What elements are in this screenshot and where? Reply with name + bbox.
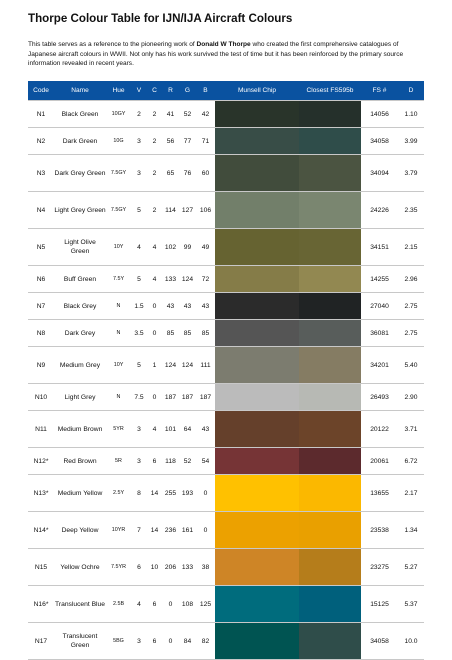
cell-munsell-chip	[215, 586, 299, 623]
cell-name: Black Green	[54, 101, 106, 128]
cell-b: 111	[196, 347, 215, 384]
colour-table	[28, 81, 424, 660]
cell-fs-number: 13655	[361, 475, 398, 512]
cell-name: Light Grey	[54, 384, 106, 411]
cell-g: 52	[179, 448, 196, 475]
cell-d: 5.40	[398, 347, 424, 384]
cell-code: N12*	[28, 448, 54, 475]
cell-d: 2.35	[398, 192, 424, 229]
cell-v: 3	[131, 448, 147, 475]
header-b: B	[196, 81, 215, 101]
cell-fs-number: 15125	[361, 586, 398, 623]
cell-d: 6.72	[398, 448, 424, 475]
cell-code: N11	[28, 411, 54, 448]
cell-name: Black Grey	[54, 293, 106, 320]
cell-r: 255	[162, 475, 179, 512]
cell-r: 114	[162, 192, 179, 229]
fs595b-colour-swatch	[299, 293, 361, 319]
fs595b-colour-swatch	[299, 384, 361, 410]
cell-code: N15	[28, 549, 54, 586]
cell-name: Dark Grey	[54, 320, 106, 347]
intro-author: Donald W Thorpe	[196, 41, 251, 48]
cell-d: 2.17	[398, 475, 424, 512]
munsell-colour-swatch	[215, 192, 299, 228]
cell-g: 52	[179, 101, 196, 128]
intro-text-1: This table serves as a reference to the pioneering work of	[28, 41, 197, 48]
cell-code: N13*	[28, 475, 54, 512]
cell-v: 8	[131, 475, 147, 512]
cell-hue: 10YR	[106, 512, 131, 549]
cell-hue: 5YR	[106, 411, 131, 448]
cell-c: 2	[147, 155, 162, 192]
fs595b-colour-swatch	[299, 512, 361, 548]
cell-code: N4	[28, 192, 54, 229]
cell-fs-number: 36081	[361, 320, 398, 347]
cell-code: N6	[28, 266, 54, 293]
fs595b-colour-swatch	[299, 229, 361, 265]
cell-hue: N	[106, 384, 131, 411]
cell-name: Light Grey Green	[54, 192, 106, 229]
cell-code: N17	[28, 623, 54, 660]
table-row	[28, 128, 424, 155]
cell-fs-number: 20061	[361, 448, 398, 475]
cell-hue: 10Y	[106, 229, 131, 266]
cell-fs595b-chip	[299, 101, 361, 128]
cell-g: 161	[179, 512, 196, 549]
cell-fs595b-chip	[299, 155, 361, 192]
cell-r: 124	[162, 347, 179, 384]
cell-fs-number: 34201	[361, 347, 398, 384]
cell-b: 0	[196, 512, 215, 549]
cell-r: 85	[162, 320, 179, 347]
cell-c: 1	[147, 347, 162, 384]
header-fs-number: FS #	[361, 81, 398, 101]
cell-r: 101	[162, 411, 179, 448]
cell-v: 5	[131, 192, 147, 229]
cell-fs-number: 24226	[361, 192, 398, 229]
cell-fs595b-chip	[299, 192, 361, 229]
table-row	[28, 229, 424, 266]
header-g: G	[179, 81, 196, 101]
cell-hue: 10Y	[106, 347, 131, 384]
cell-munsell-chip	[215, 384, 299, 411]
table-row	[28, 101, 424, 128]
munsell-colour-swatch	[215, 411, 299, 447]
cell-fs595b-chip	[299, 623, 361, 660]
cell-hue: 7.5Y	[106, 266, 131, 293]
cell-fs-number: 34058	[361, 623, 398, 660]
cell-fs595b-chip	[299, 411, 361, 448]
cell-fs-number: 34094	[361, 155, 398, 192]
cell-g: 193	[179, 475, 196, 512]
fs595b-colour-swatch	[299, 320, 361, 346]
cell-r: 187	[162, 384, 179, 411]
cell-b: 85	[196, 320, 215, 347]
cell-c: 2	[147, 128, 162, 155]
cell-g: 187	[179, 384, 196, 411]
table-row	[28, 549, 424, 586]
cell-code: N8	[28, 320, 54, 347]
cell-fs-number: 34151	[361, 229, 398, 266]
cell-v: 4	[131, 586, 147, 623]
cell-fs595b-chip	[299, 128, 361, 155]
munsell-colour-swatch	[215, 155, 299, 191]
cell-name: Medium Brown	[54, 411, 106, 448]
fs595b-colour-swatch	[299, 266, 361, 292]
table-body	[28, 101, 424, 660]
cell-d: 2.96	[398, 266, 424, 293]
cell-b: 38	[196, 549, 215, 586]
cell-c: 10	[147, 549, 162, 586]
cell-name: Medium Grey	[54, 347, 106, 384]
cell-v: 3	[131, 128, 147, 155]
cell-v: 3	[131, 623, 147, 660]
cell-name: Light Olive Green	[54, 229, 106, 266]
cell-g: 85	[179, 320, 196, 347]
cell-hue: 5R	[106, 448, 131, 475]
intro-paragraph	[28, 40, 425, 69]
munsell-colour-swatch	[215, 128, 299, 154]
cell-r: 0	[162, 623, 179, 660]
cell-d: 3.71	[398, 411, 424, 448]
cell-name: Red Brown	[54, 448, 106, 475]
table-row	[28, 586, 424, 623]
cell-fs595b-chip	[299, 384, 361, 411]
header-v: V	[131, 81, 147, 101]
cell-name: Deep Yellow	[54, 512, 106, 549]
intro-text-2: who created the first comprehensive catalogues of Japanese aircraft colours in WWII. Not only has his work survived the test of time but it has been reinforced by the primary source information revealed in recent years.	[28, 41, 404, 68]
cell-munsell-chip	[215, 101, 299, 128]
cell-g: 127	[179, 192, 196, 229]
cell-d: 5.27	[398, 549, 424, 586]
cell-r: 236	[162, 512, 179, 549]
cell-b: 54	[196, 448, 215, 475]
cell-b: 49	[196, 229, 215, 266]
cell-v: 4	[131, 229, 147, 266]
cell-b: 82	[196, 623, 215, 660]
cell-b: 125	[196, 586, 215, 623]
cell-r: 41	[162, 101, 179, 128]
table-row	[28, 512, 424, 549]
cell-name: Buff Green	[54, 266, 106, 293]
cell-code: N5	[28, 229, 54, 266]
cell-name: Translucent Blue	[54, 586, 106, 623]
cell-munsell-chip	[215, 266, 299, 293]
cell-code: N1	[28, 101, 54, 128]
cell-g: 77	[179, 128, 196, 155]
cell-c: 6	[147, 623, 162, 660]
cell-r: 206	[162, 549, 179, 586]
munsell-colour-swatch	[215, 384, 299, 410]
cell-munsell-chip	[215, 475, 299, 512]
cell-b: 71	[196, 128, 215, 155]
table-row	[28, 347, 424, 384]
cell-c: 4	[147, 266, 162, 293]
header-row	[28, 81, 424, 101]
table-row	[28, 411, 424, 448]
cell-v: 6	[131, 549, 147, 586]
cell-hue: N	[106, 320, 131, 347]
cell-c: 0	[147, 293, 162, 320]
cell-munsell-chip	[215, 229, 299, 266]
cell-munsell-chip	[215, 512, 299, 549]
table-row	[28, 623, 424, 660]
header-closest-fs595b: Closest FS595b	[299, 81, 361, 101]
fs595b-colour-swatch	[299, 128, 361, 154]
cell-code: N10	[28, 384, 54, 411]
cell-b: 187	[196, 384, 215, 411]
cell-d: 5.37	[398, 586, 424, 623]
cell-code: N9	[28, 347, 54, 384]
cell-code: N2	[28, 128, 54, 155]
cell-v: 5	[131, 347, 147, 384]
cell-munsell-chip	[215, 448, 299, 475]
cell-munsell-chip	[215, 347, 299, 384]
cell-fs595b-chip	[299, 347, 361, 384]
munsell-colour-swatch	[215, 293, 299, 319]
cell-g: 64	[179, 411, 196, 448]
cell-b: 106	[196, 192, 215, 229]
cell-name: Dark Green	[54, 128, 106, 155]
cell-b: 72	[196, 266, 215, 293]
cell-r: 43	[162, 293, 179, 320]
table-row	[28, 266, 424, 293]
fs595b-colour-swatch	[299, 586, 361, 622]
cell-d: 3.99	[398, 128, 424, 155]
munsell-colour-swatch	[215, 475, 299, 511]
header-hue: Hue	[106, 81, 131, 101]
cell-fs-number: 23538	[361, 512, 398, 549]
cell-name: Medium Yellow	[54, 475, 106, 512]
cell-fs595b-chip	[299, 229, 361, 266]
cell-fs595b-chip	[299, 475, 361, 512]
munsell-colour-swatch	[215, 320, 299, 346]
table-row	[28, 475, 424, 512]
cell-munsell-chip	[215, 192, 299, 229]
cell-name: Yellow Ochre	[54, 549, 106, 586]
header-r: R	[162, 81, 179, 101]
cell-r: 0	[162, 586, 179, 623]
table-row	[28, 293, 424, 320]
cell-d: 2.15	[398, 229, 424, 266]
munsell-colour-swatch	[215, 586, 299, 622]
cell-c: 0	[147, 320, 162, 347]
cell-b: 43	[196, 411, 215, 448]
cell-fs-number: 14255	[361, 266, 398, 293]
cell-name: Dark Grey Green	[54, 155, 106, 192]
fs595b-colour-swatch	[299, 549, 361, 585]
cell-hue: 7.5GY	[106, 155, 131, 192]
cell-g: 76	[179, 155, 196, 192]
cell-d: 1.10	[398, 101, 424, 128]
cell-munsell-chip	[215, 320, 299, 347]
table-row	[28, 320, 424, 347]
cell-r: 118	[162, 448, 179, 475]
page-title: Thorpe Colour Table for IJN/IJA Aircraft Colours	[28, 12, 293, 25]
cell-hue: N	[106, 293, 131, 320]
munsell-colour-swatch	[215, 101, 299, 127]
cell-fs-number: 26493	[361, 384, 398, 411]
cell-g: 108	[179, 586, 196, 623]
cell-code: N7	[28, 293, 54, 320]
fs595b-colour-swatch	[299, 448, 361, 474]
fs595b-colour-swatch	[299, 411, 361, 447]
header-code: Code	[28, 81, 54, 101]
fs595b-colour-swatch	[299, 101, 361, 127]
cell-code: N3	[28, 155, 54, 192]
cell-b: 43	[196, 293, 215, 320]
cell-g: 133	[179, 549, 196, 586]
table-row	[28, 192, 424, 229]
cell-v: 1.5	[131, 293, 147, 320]
munsell-colour-swatch	[215, 549, 299, 585]
cell-c: 4	[147, 411, 162, 448]
cell-fs595b-chip	[299, 448, 361, 475]
cell-fs595b-chip	[299, 549, 361, 586]
cell-code: N14*	[28, 512, 54, 549]
cell-munsell-chip	[215, 155, 299, 192]
cell-g: 124	[179, 347, 196, 384]
cell-hue: 7.5GY	[106, 192, 131, 229]
cell-c: 6	[147, 586, 162, 623]
cell-hue: 7.5YR	[106, 549, 131, 586]
munsell-colour-swatch	[215, 229, 299, 265]
cell-fs595b-chip	[299, 586, 361, 623]
cell-c: 14	[147, 512, 162, 549]
cell-fs-number: 20122	[361, 411, 398, 448]
cell-c: 2	[147, 192, 162, 229]
munsell-colour-swatch	[215, 623, 299, 659]
cell-d: 10.0	[398, 623, 424, 660]
table-row	[28, 155, 424, 192]
cell-hue: 2.5Y	[106, 475, 131, 512]
cell-d: 1.34	[398, 512, 424, 549]
cell-g: 124	[179, 266, 196, 293]
cell-c: 0	[147, 384, 162, 411]
cell-fs-number: 34058	[361, 128, 398, 155]
cell-name: Translucent Green	[54, 623, 106, 660]
munsell-colour-swatch	[215, 347, 299, 383]
cell-hue: 2.5B	[106, 586, 131, 623]
cell-b: 42	[196, 101, 215, 128]
cell-fs595b-chip	[299, 320, 361, 347]
cell-fs-number: 27040	[361, 293, 398, 320]
header-munsell-chip: Munsell Chip	[215, 81, 299, 101]
cell-fs-number: 23275	[361, 549, 398, 586]
cell-hue: 10GY	[106, 101, 131, 128]
header-name: Name	[54, 81, 106, 101]
cell-munsell-chip	[215, 128, 299, 155]
munsell-colour-swatch	[215, 448, 299, 474]
cell-d: 2.90	[398, 384, 424, 411]
cell-c: 14	[147, 475, 162, 512]
header-c: C	[147, 81, 162, 101]
fs595b-colour-swatch	[299, 347, 361, 383]
cell-v: 3	[131, 155, 147, 192]
cell-v: 3	[131, 411, 147, 448]
cell-r: 102	[162, 229, 179, 266]
munsell-colour-swatch	[215, 266, 299, 292]
cell-g: 43	[179, 293, 196, 320]
fs595b-colour-swatch	[299, 155, 361, 191]
cell-b: 0	[196, 475, 215, 512]
cell-r: 65	[162, 155, 179, 192]
cell-fs-number: 14056	[361, 101, 398, 128]
cell-d: 2.75	[398, 293, 424, 320]
cell-munsell-chip	[215, 623, 299, 660]
cell-c: 6	[147, 448, 162, 475]
cell-d: 3.79	[398, 155, 424, 192]
cell-g: 99	[179, 229, 196, 266]
cell-g: 84	[179, 623, 196, 660]
munsell-colour-swatch	[215, 512, 299, 548]
cell-hue: 10G	[106, 128, 131, 155]
fs595b-colour-swatch	[299, 475, 361, 511]
table-row	[28, 448, 424, 475]
fs595b-colour-swatch	[299, 192, 361, 228]
header-d: D	[398, 81, 424, 101]
cell-r: 56	[162, 128, 179, 155]
cell-code: N16*	[28, 586, 54, 623]
cell-d: 2.75	[398, 320, 424, 347]
cell-fs595b-chip	[299, 293, 361, 320]
cell-b: 60	[196, 155, 215, 192]
cell-c: 4	[147, 229, 162, 266]
cell-v: 5	[131, 266, 147, 293]
cell-munsell-chip	[215, 411, 299, 448]
cell-munsell-chip	[215, 293, 299, 320]
cell-c: 2	[147, 101, 162, 128]
cell-v: 7.5	[131, 384, 147, 411]
cell-v: 7	[131, 512, 147, 549]
cell-fs595b-chip	[299, 512, 361, 549]
fs595b-colour-swatch	[299, 623, 361, 659]
cell-munsell-chip	[215, 549, 299, 586]
cell-fs595b-chip	[299, 266, 361, 293]
table-row	[28, 384, 424, 411]
cell-v: 3.5	[131, 320, 147, 347]
cell-hue: 5BG	[106, 623, 131, 660]
cell-v: 2	[131, 101, 147, 128]
cell-r: 133	[162, 266, 179, 293]
